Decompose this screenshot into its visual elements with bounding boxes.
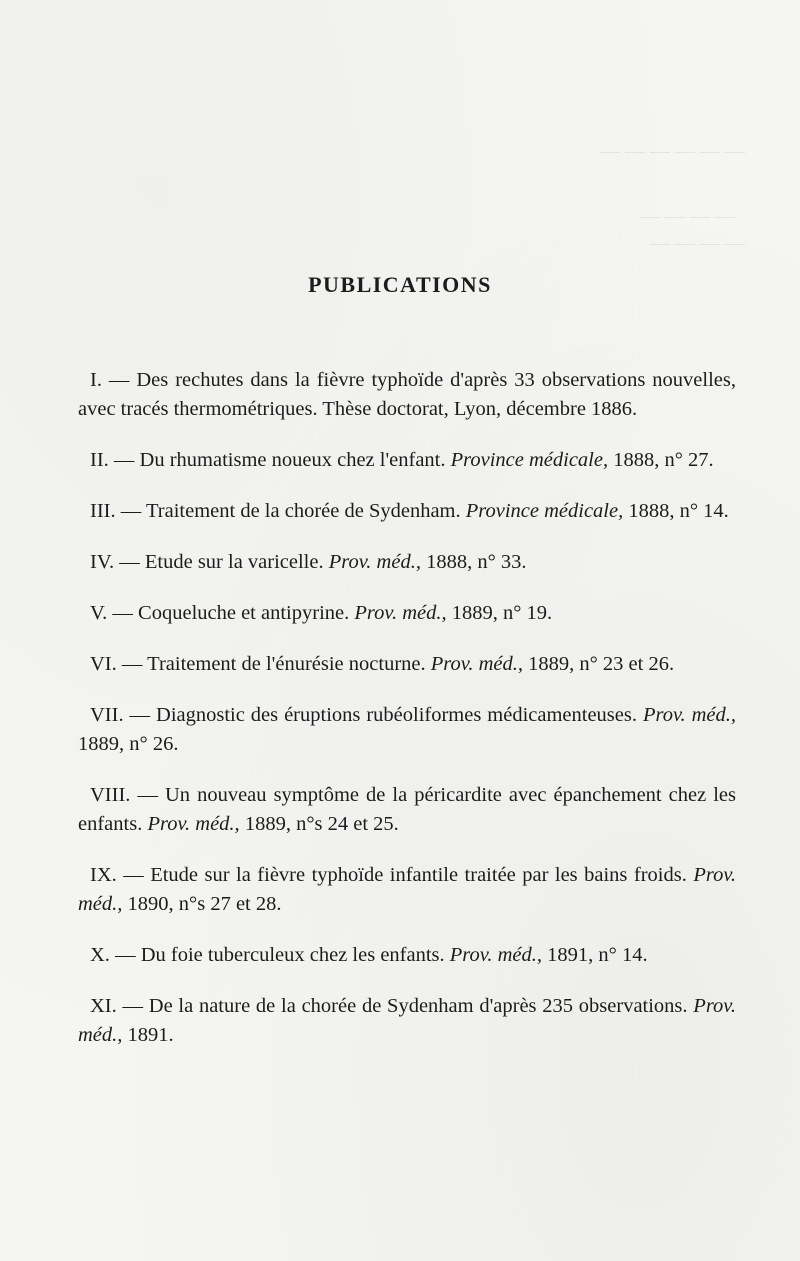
entry-number: X. (90, 944, 110, 966)
entry-number: XI. (90, 995, 117, 1017)
entry-reference: 1888, n° 27. (613, 449, 714, 471)
entry-reference: 1889, n° 23 et 26. (528, 653, 675, 675)
entry-number: I. (90, 369, 102, 391)
entry-number: VII. (90, 704, 124, 726)
entry-text: De la nature de la chorée de Sydenham d'après 235 observations. (148, 995, 688, 1017)
entry-number: II. (90, 449, 109, 471)
publication-entry: VIII. — Un nouveau symptôme de la péricardite avec épanchement chez les enfants. Prov. méd., 1889, n°s 24 et 25. (78, 784, 737, 835)
entry-reference: 1891. (127, 1024, 174, 1046)
entry-journal: Prov. méd., (354, 602, 447, 624)
entry-reference: 1888, n° 33. (426, 551, 527, 573)
entry-text: Etude sur la fièvre typhoïde infantile traitée par les bains froids. (150, 864, 687, 886)
publication-entry: X. — Du foie tuberculeux chez les enfants. Prov. méd., 1891, n° 14. (90, 944, 648, 966)
entry-text: Du foie tuberculeux chez les enfants. (140, 944, 445, 966)
entry-journal: Prov. méd., (430, 653, 523, 675)
entry-text: Etude sur la varicelle. (144, 551, 324, 573)
entry-number: III. (90, 500, 116, 522)
publication-entry: XI. — De la nature de la chorée de Sydenham d'après 235 observations. Prov. méd., 1891. (78, 995, 736, 1046)
entry-journal: Province médicale, (450, 449, 609, 471)
entry-number: V. (90, 602, 108, 624)
publication-entry: I. — Des rechutes dans la fièvre typhoïde d'après 33 observations nouvelles, avec tracés thermométriques. Thèse doctorat, Lyon, décembre 1886. (78, 369, 736, 420)
entry-text: Traitement de l'énurésie nocturne. (147, 653, 426, 675)
entry-text: Du rhumatisme noueux chez l'enfant. (139, 449, 446, 471)
entry-reference: 1889, n° 19. (451, 602, 553, 624)
entry-number: VI. (90, 653, 117, 675)
entry-journal: Prov. méd., (642, 704, 737, 726)
publication-entry: IV. — Etude sur la varicelle. Prov. méd., 1888, n° 33. (90, 551, 527, 573)
entry-journal: Prov. méd., (147, 813, 240, 835)
publication-entry: II. — Du rhumatisme noueux chez l'enfant. Province médicale, 1888, n° 27. (90, 449, 714, 471)
entry-journal: Prov. méd., (78, 995, 736, 1046)
entry-reference: 1889, n° 26. (78, 733, 179, 755)
publication-entry: IX. — Etude sur la fièvre typhoïde infantile traitée par les bains froids. Prov. méd., 1890, n°s 27 et 28. (78, 864, 737, 915)
publication-list (78, 366, 736, 1072)
show-through-mark: — — — — (640, 205, 735, 227)
entry-text: Coqueluche et antipyrine. (138, 602, 350, 624)
entry-journal: Prov. méd., (78, 864, 737, 915)
entry-journal: Prov. méd., (328, 551, 421, 573)
entry-reference: 1891, n° 14. (547, 944, 648, 966)
entry-text: Diagnostic des éruptions rubéoliformes médicamenteuses. (156, 704, 637, 726)
publication-entry: III. — Traitement de la chorée de Sydenham. Province médicale, 1888, n° 14. (90, 500, 729, 522)
show-through-mark: — — — — — — (600, 140, 745, 162)
entry-number: IV. (90, 551, 115, 573)
entry-text: Traitement de la chorée de Sydenham. (146, 500, 461, 522)
entry-journal: Province médicale, (465, 500, 624, 522)
entry-number: VIII. (90, 784, 131, 806)
publication-entry: VII. — Diagnostic des éruptions rubéoliformes médicamenteuses. Prov. méd., 1889, n° 26. (78, 704, 737, 755)
page-title: PUBLICATIONS (308, 272, 492, 297)
entry-text: Des rechutes dans la fièvre typhoïde d'après 33 observations nouvelles, avec tracés thermométriques. Thèse doctorat, Lyon, décembre 1886. (78, 369, 736, 420)
entry-reference: 1890, n°s 27 et 28. (127, 893, 282, 915)
show-through-mark: — — — — (650, 232, 745, 254)
entry-reference: 1888, n° 14. (628, 500, 729, 522)
entry-text: Un nouveau symptôme de la péricardite avec épanchement chez les enfants. (78, 784, 737, 835)
publication-entry: VI. — Traitement de l'énurésie nocturne. Prov. méd., 1889, n° 23 et 26. (90, 653, 675, 675)
publication-entry: V. — Coqueluche et antipyrine. Prov. méd., 1889, n° 19. (90, 602, 553, 624)
entry-number: IX. (90, 864, 117, 886)
entry-reference: 1889, n°s 24 et 25. (244, 813, 399, 835)
entry-journal: Prov. méd., (449, 944, 543, 966)
